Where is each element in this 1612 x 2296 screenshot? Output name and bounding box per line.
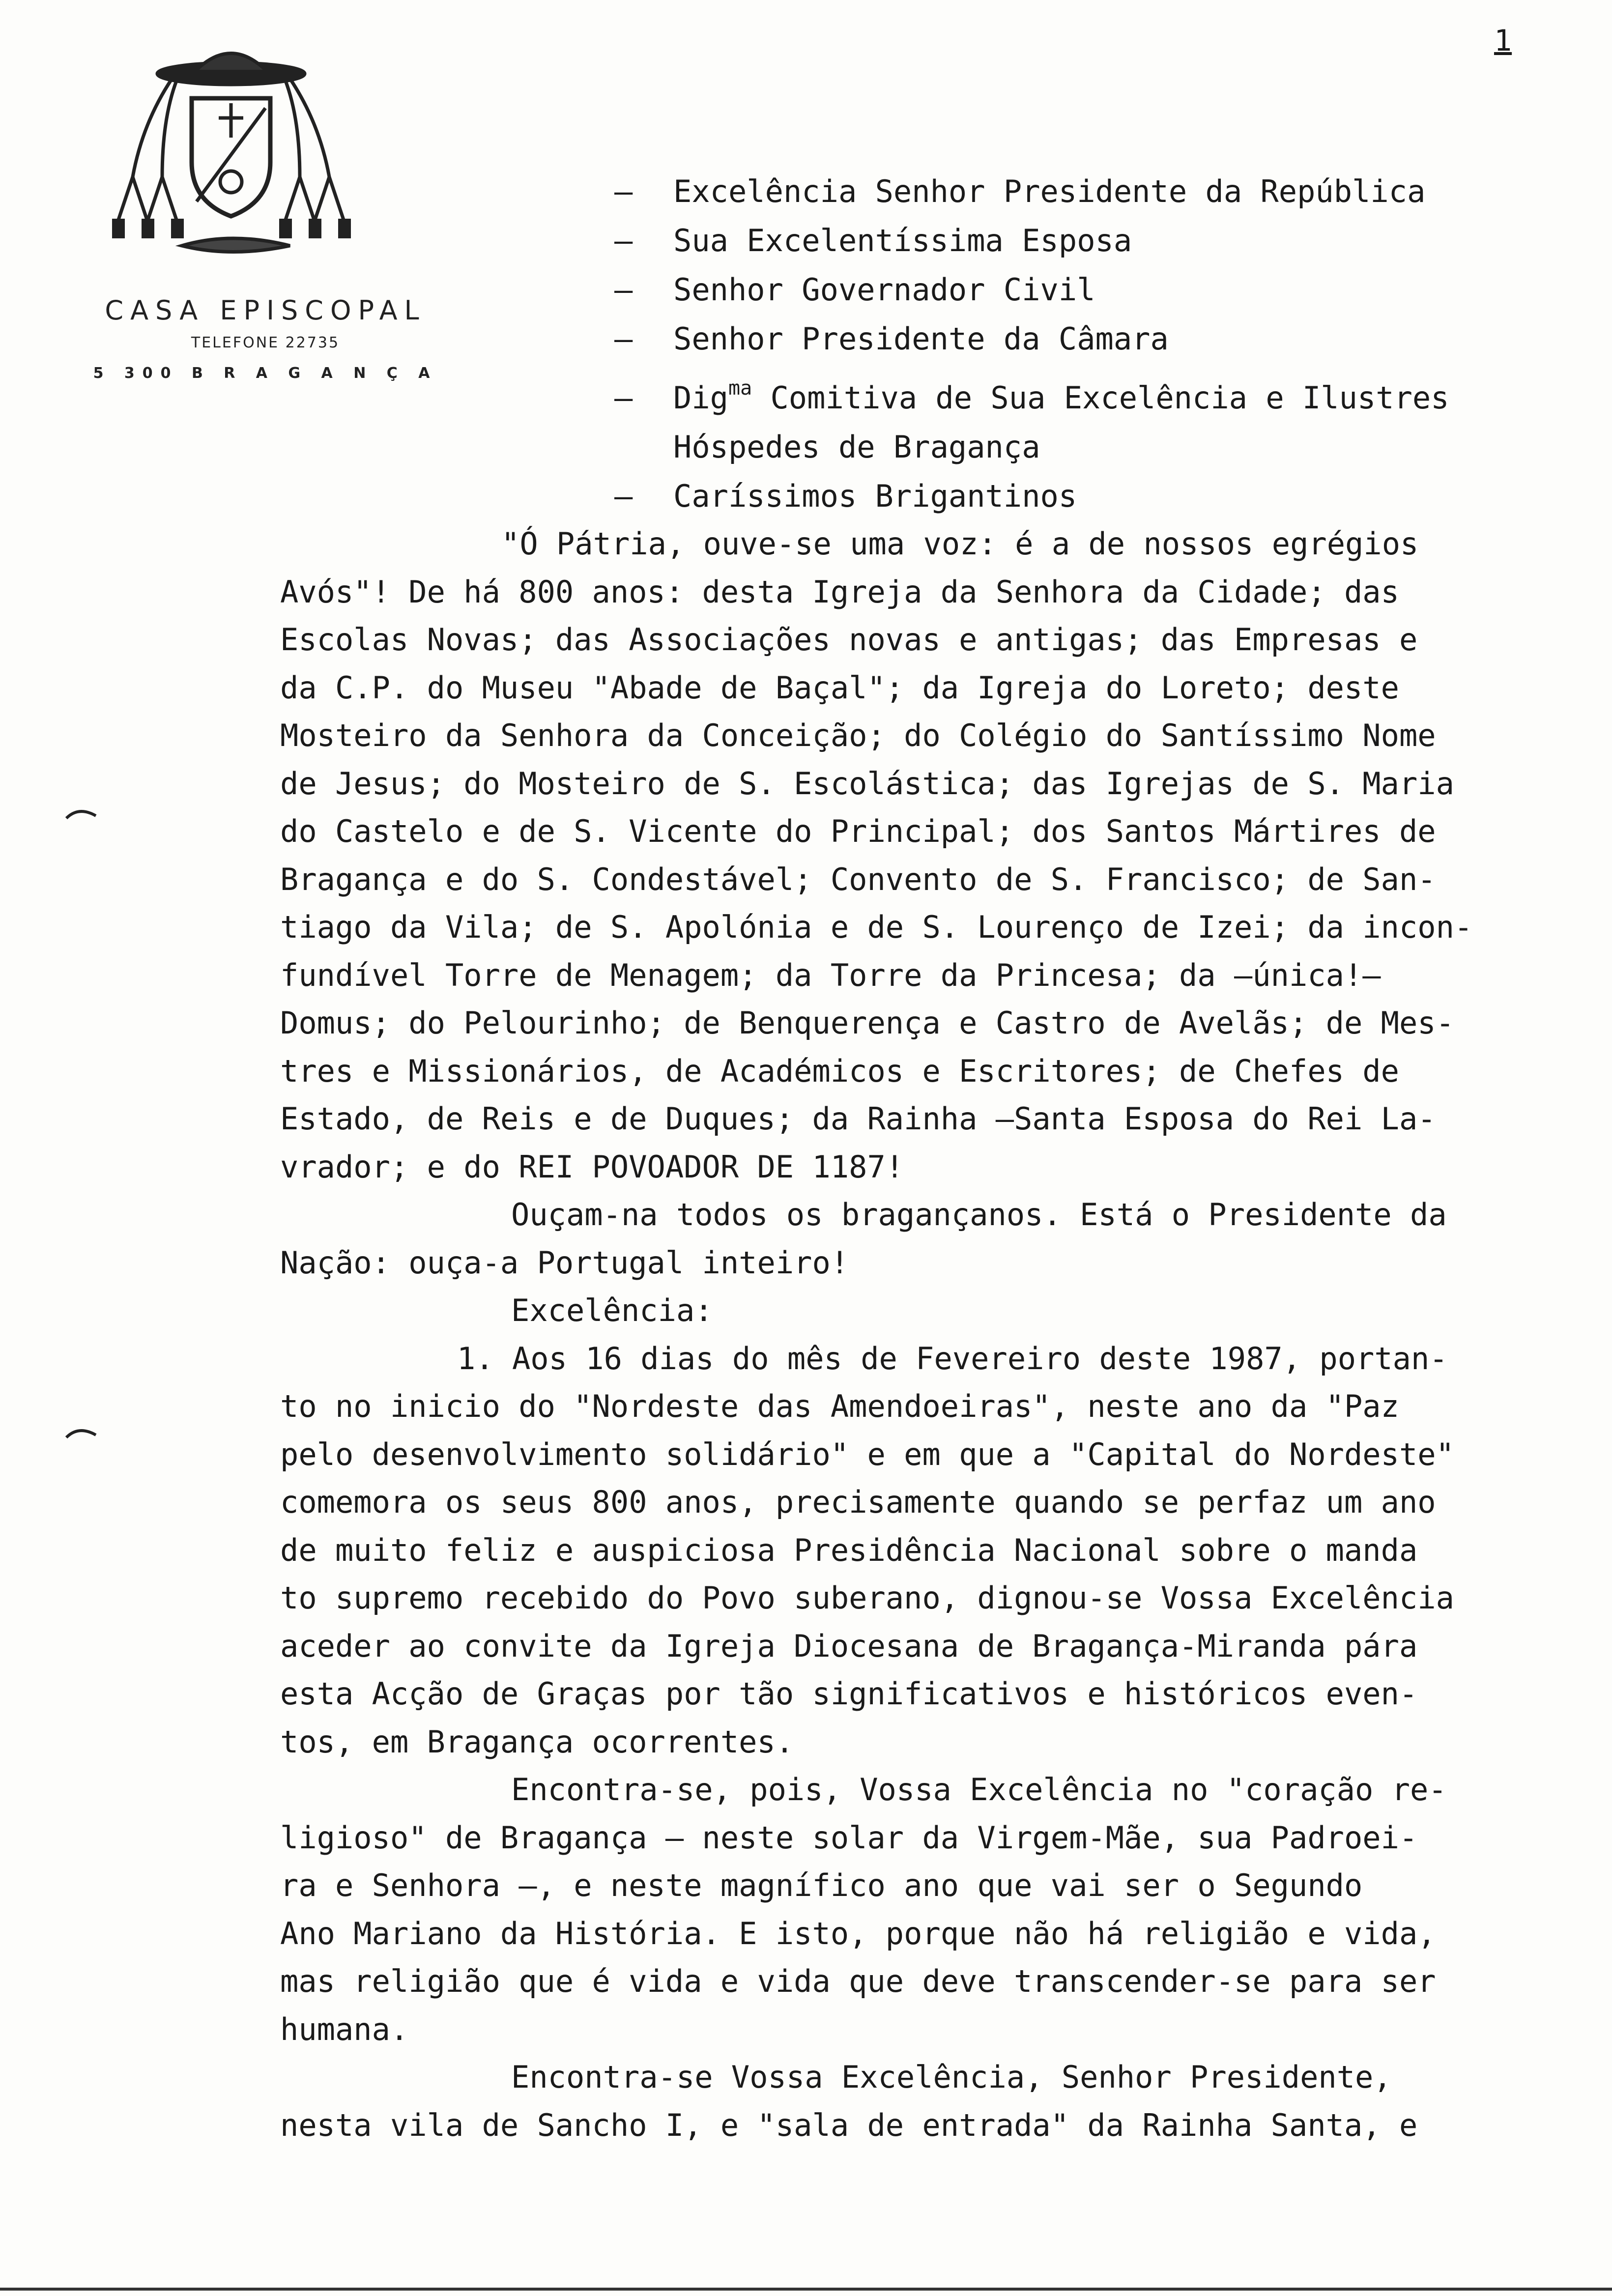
- body-line: ra e Senhora —, e neste magnífico ano que vai ser o Segundo: [280, 1867, 1363, 1903]
- em-dash: —: [614, 321, 633, 357]
- em-dash: —: [614, 478, 633, 514]
- superscript: ma: [728, 377, 752, 400]
- scan-mark-icon: [64, 1425, 98, 1440]
- salutation-text: Senhor Governador Civil: [673, 272, 1095, 308]
- em-dash: —: [614, 380, 633, 416]
- body-line: 1. Aos 16 dias do mês de Fevereiro deste 1987, portan-: [457, 1340, 1448, 1377]
- body-line: fundível Torre de Menagem; da Torre da Princesa; da —única!—: [280, 957, 1381, 993]
- em-dash: —: [614, 272, 633, 308]
- letterhead-city: 5 300 B R A G A N Ç A: [93, 365, 438, 382]
- body-line: Bragança e do S. Condestável; Convento de S. Francisco; de San-: [280, 861, 1436, 897]
- body-line: tiago da Vila; de S. Apolónia e de S. Lourenço de Izei; da incon-: [280, 909, 1473, 945]
- salutation-item: [614, 216, 1573, 265]
- body-line: Mosteiro da Senhora da Conceição; do Colégio do Santíssimo Nome: [280, 718, 1436, 753]
- salutation-text: Sua Excelentíssima Esposa: [673, 223, 1132, 258]
- page-number: 1: [1494, 24, 1512, 58]
- salutation-text: Senhor Presidente da Câmara: [673, 321, 1169, 357]
- em-dash: —: [614, 173, 633, 209]
- body-line: Domus; do Pelourinho; de Benquerença e Castro de Avelãs; de Mes-: [280, 1005, 1454, 1041]
- body-line: Encontra-se, pois, Vossa Excelência no "coração re-: [511, 1772, 1447, 1808]
- body-line: nesta vila de Sancho I, e "sala de entrada" da Rainha Santa, e: [280, 2107, 1418, 2143]
- body-line: ligioso" de Bragança — neste solar da Virgem-Mãe, sua Padroei-: [280, 1819, 1418, 1856]
- body-line: comemora os seus 800 anos, precisamente quando se perfaz um ano: [280, 1484, 1436, 1520]
- body-line: Encontra-se Vossa Excelência, Senhor Presidente,: [511, 2059, 1392, 2095]
- salutation-text: Excelência Senhor Presidente da República: [673, 173, 1426, 209]
- body-line: Estado, de Reis e de Duques; da Rainha —Santa Esposa do Rei La-: [280, 1101, 1436, 1137]
- body-line: Excelência:: [511, 1292, 713, 1328]
- salutation-item: [614, 265, 1573, 315]
- body-line: de Jesus; do Mosteiro de S. Escolástica; das Igrejas de S. Maria: [280, 765, 1454, 802]
- scan-mark-icon: [64, 806, 98, 821]
- salutation-item: [614, 315, 1573, 364]
- salutation-item: [614, 167, 1573, 216]
- salutation-continuation: Hóspedes de Bragança: [673, 429, 1040, 465]
- body-line: Escolas Novas; das Associações novas e antigas; das Empresas e: [280, 622, 1418, 658]
- body-line: da C.P. do Museu "Abade de Baçal"; da Igreja do Loreto; deste: [280, 669, 1399, 706]
- body-line: Nação: ouça-a Portugal inteiro!: [280, 1244, 849, 1281]
- letterhead-phone: TELEFONE 22735: [191, 334, 340, 351]
- body-line: "Ó Pátria, ouve-se uma voz: é a de nossos egrégios: [501, 526, 1419, 562]
- salutation-list: [614, 167, 1573, 521]
- body-line: to no inicio do "Nordeste das Amendoeiras", neste ano da "Paz: [280, 1388, 1399, 1424]
- scan-edge-line: [0, 2288, 1612, 2291]
- body-line: vrador; e do REI POVOADOR DE 1187!: [280, 1148, 904, 1185]
- body-line: Ouçam-na todos os bragançanos. Está o Presidente da: [511, 1197, 1447, 1233]
- salutation-text: Comitiva de Sua Excelência e Ilustres: [752, 380, 1449, 416]
- body-line: humana.: [280, 2011, 409, 2047]
- body-line: Avós"! De há 800 anos: desta Igreja da Senhora da Cidade; das: [280, 574, 1399, 610]
- salutation-item: [614, 364, 1573, 423]
- salutation-item: [614, 472, 1573, 521]
- body-line: pelo desenvolvimento solidário" e em que a "Capital do Nordeste": [280, 1436, 1454, 1472]
- letterhead-name: CASA EPISCOPAL: [105, 295, 426, 326]
- body-line: tres e Missionários, de Académicos e Escritores; de Chefes de: [280, 1053, 1399, 1089]
- body-line: mas religião que é vida e vida que deve transcender-se para ser: [280, 1963, 1436, 1999]
- episcopal-coat-of-arms-icon: [84, 39, 378, 285]
- body-line: tos, em Bragança ocorrentes.: [280, 1723, 794, 1760]
- body-line: Ano Mariano da História. E isto, porque não há religião e vida,: [280, 1915, 1436, 1952]
- salutation-prefix: Dig: [673, 380, 728, 416]
- em-dash: —: [614, 223, 633, 258]
- body-line: do Castelo e de S. Vicente do Principal; dos Santos Mártires de: [280, 813, 1436, 849]
- body-line: esta Acção de Graças por tão significativos e históricos even-: [280, 1676, 1418, 1712]
- salutation-text: Caríssimos Brigantinos: [673, 478, 1077, 514]
- body-line: aceder ao convite da Igreja Diocesana de Bragança-Miranda pára: [280, 1628, 1418, 1664]
- letter-body: [280, 520, 1533, 2149]
- body-line: de muito feliz e auspiciosa Presidência Nacional sobre o manda: [280, 1532, 1418, 1568]
- body-line: to supremo recebido do Povo suberano, dignou-se Vossa Excelência: [280, 1580, 1454, 1616]
